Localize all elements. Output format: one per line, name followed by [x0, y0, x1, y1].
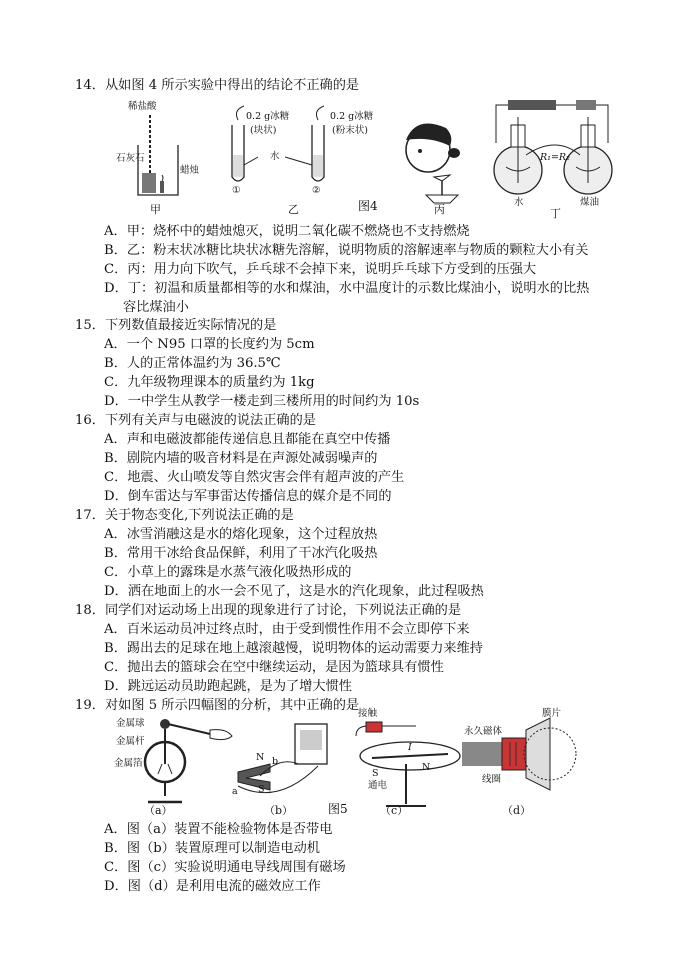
d-coil-label: 线圈: [482, 774, 502, 785]
q17-stem: 17．关于物态变化,下列说法正确的是: [75, 508, 294, 523]
q16-option-a: A．声和电磁波都能传递信息且都能在真空中传播: [104, 432, 391, 447]
figure-5-caption: 图5: [328, 802, 348, 816]
q17-option-c: C．小草上的露珠是水蒸气液化吸热形成的: [104, 565, 352, 580]
q14-stem: 14．从如图 4 所示实验中得出的结论不正确的是: [75, 78, 360, 93]
yi-tube-1: ①: [232, 185, 241, 196]
a-rod-label: 金属杆: [116, 736, 145, 747]
q18-option-c: C．抛出去的篮球会在空中继续运动，是因为篮球具有惯性: [104, 660, 444, 675]
q14-option-b: B．乙：粉末状冰糖比块状冰糖先溶解，说明物质的溶解速率与物质的颗粒大小有关: [104, 243, 589, 258]
q17-option-a: A．冰雪消融这是水的熔化现象，这个过程放热: [104, 527, 378, 542]
c-contact-label: 接触: [358, 708, 378, 719]
d-diaphragm-label: 膜片: [542, 708, 562, 719]
a-ball-label: 金属球: [116, 718, 145, 729]
c-power-label: 通电: [368, 780, 388, 791]
q19-option-c: C．图（c）实验说明通电导线周围有磁场: [104, 860, 346, 875]
q19-stem: 19．对如图 5 所示四幅图的分析，其中正确的是: [75, 698, 360, 713]
c-label: （c）: [380, 804, 409, 817]
q14-option-a: A．甲：烧杯中的蜡烛熄灭，说明二氧化碳不燃烧也不支持燃烧: [104, 224, 470, 239]
yi-left-sub: (块状): [250, 125, 277, 136]
figure-4-caption: 图4: [358, 199, 378, 213]
q18-option-d: D．跳远运动员助跑起跳，是为了增大惯性: [104, 679, 352, 694]
b-b-label: b: [272, 756, 279, 767]
q17-option-d: D．洒在地面上的水一会不见了，这是水的汽化现象，此过程吸热: [104, 584, 484, 599]
yi-right-sub: (粉末状): [332, 125, 368, 136]
q18-option-a: A．百米运动员冲过终点时，由于受到惯性作用不会立即停下来: [104, 622, 470, 637]
jia-label: 甲: [150, 203, 161, 216]
q15-option-a: A．一个 N95 口罩的长度约为 5cm: [104, 337, 315, 352]
q17-option-b: B．常用干冰给食品保鲜，利用了干冰汽化吸热: [104, 546, 378, 561]
ding-label: 丁: [550, 207, 561, 220]
b-s-pole: S: [258, 784, 265, 795]
bing-label: 丙: [434, 203, 445, 216]
q16-option-d: D．倒车雷达与军事雷达传播信息的媒介是不同的: [104, 489, 392, 504]
yi-water-label: 水: [270, 151, 280, 162]
figure-5: [110, 708, 630, 818]
q15-option-b: B．人的正常体温约为 36.5℃: [104, 356, 281, 371]
q18-option-b: B．踢出去的足球在地上越滚越慢，说明物体的运动需要力来维持: [104, 641, 483, 656]
yi-tube-2: ②: [312, 185, 321, 196]
q14-option-c: C．丙：用力向下吹气，乒乓球不会掉下来，说明乒乓球下方受到的压强大: [104, 262, 537, 277]
q14-option-d: D．丁：初温和质量都相等的水和煤油，水中温度计的示数比煤油小，说明水的比热: [104, 281, 590, 296]
d-magnet-label: 永久磁体: [464, 726, 503, 737]
c-s-pole: S: [372, 768, 379, 779]
b-a-label: a: [232, 786, 238, 797]
q15-option-c: C．九年级物理课本的质量约为 1kg: [104, 375, 315, 390]
c-n-pole: N: [422, 762, 431, 773]
d-label: （d）: [502, 804, 532, 817]
q19-option-d: D．图（d）是利用电流的磁效应工作: [104, 879, 321, 894]
yi-right-note: 0.2 g冰糖: [330, 111, 374, 122]
figure-5-drawing: [110, 712, 630, 818]
q18-stem: 18．同学们对运动场上出现的现象进行了讨论，下列说法正确的是: [75, 603, 462, 618]
q19-option-b: B．图（b）装置原理可以制造电动机: [104, 841, 320, 856]
q16-option-c: C．地震、火山喷发等自然灾害会伴有超声波的产生: [104, 470, 405, 485]
ding-water-label: 水: [514, 197, 524, 208]
q15-stem: 15．下列数值最接近实际情况的是: [75, 318, 277, 333]
jia-candle-label: 蜡烛: [180, 165, 200, 176]
ding-oil-label: 煤油: [580, 197, 600, 208]
c-current-label: I: [408, 742, 412, 753]
q16-option-b: B．剧院内墙的吸音材料是在声源处减弱噪声的: [104, 451, 378, 466]
a-label: （a）: [144, 804, 173, 817]
q19-option-a: A．图（a）装置不能检验物体是否带电: [104, 822, 333, 837]
q14-option-d-continued: 容比煤油小: [123, 300, 189, 315]
yi-left-note: 0.2 g冰糖: [246, 111, 290, 122]
q15-option-d: D．一中学生从教学一楼走到三楼所用的时间约为 10s: [104, 394, 420, 409]
yi-label: 乙: [288, 203, 299, 216]
b-n-pole: N: [256, 752, 265, 763]
jia-acid-label: 稀盐酸: [128, 101, 157, 112]
q16-stem: 16．下列有关声与电磁波的说法正确的是: [75, 413, 316, 428]
jia-stone-label: 石灰石: [116, 153, 145, 164]
ding-resistance-equal: R₁=R₂: [540, 152, 570, 163]
b-label: （b）: [264, 804, 294, 817]
a-foil-label: 金属箔: [114, 758, 143, 769]
figure-4: [110, 95, 630, 220]
